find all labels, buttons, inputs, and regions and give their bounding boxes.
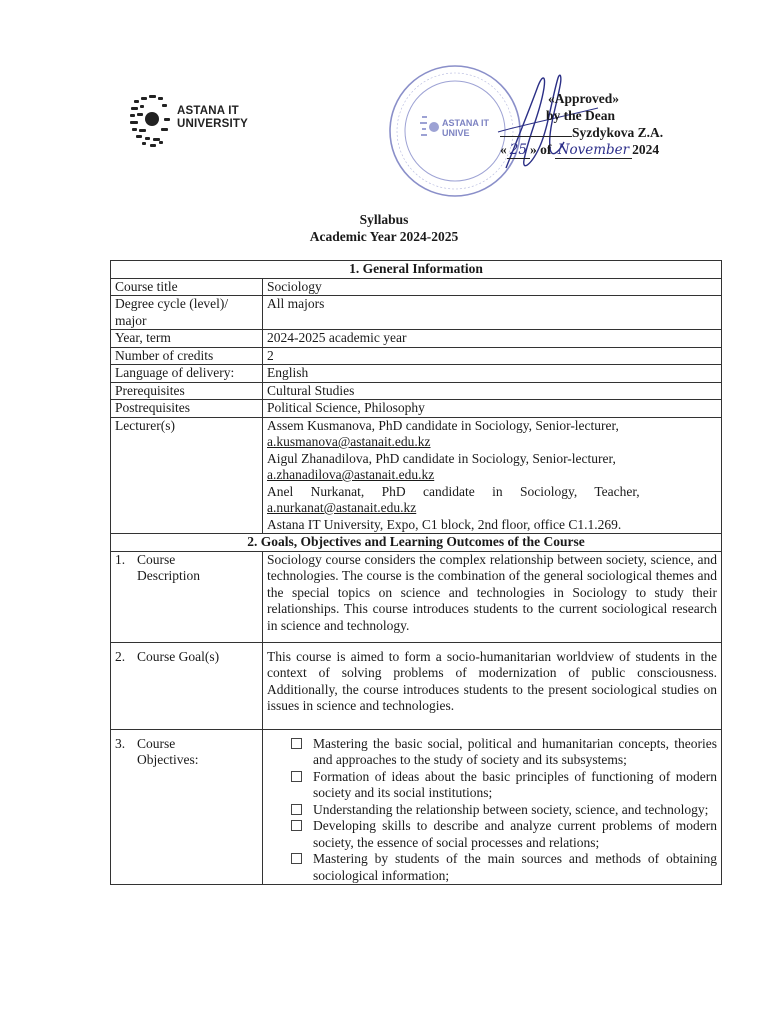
table-row	[111, 400, 722, 418]
row-label: Postrequisites	[111, 400, 263, 418]
list-item	[313, 818, 717, 851]
description-row	[111, 551, 722, 642]
checkbox-icon	[291, 804, 302, 815]
university-logo	[128, 88, 258, 150]
row-value: Cultural Studies	[263, 382, 722, 400]
approval-day: 25	[507, 142, 530, 159]
objective-text: Developing skills to describe and analyze current problems of modern society, the essence of social processes and relations;	[313, 818, 717, 850]
checkbox-icon	[291, 771, 302, 782]
item-number: 3.	[115, 735, 126, 751]
lecturers-row	[111, 417, 722, 534]
row-value: Sociology	[263, 278, 722, 296]
table-row	[111, 347, 722, 365]
astana-it-logo-icon	[128, 88, 178, 150]
table-row	[111, 296, 722, 330]
section-2-heading: 2. Goals, Objectives and Learning Outcomes of the Course	[111, 534, 722, 552]
row-value: Political Science, Philosophy	[263, 400, 722, 418]
table-row	[111, 382, 722, 400]
row-value: 2024-2025 academic year	[263, 330, 722, 348]
row-label: Degree cycle (level)/ major	[111, 296, 263, 330]
lecturer-1: Assem Kusmanova, PhD candidate in Sociology, Senior-lecturer,	[267, 417, 619, 433]
item-number: 1.	[115, 551, 126, 567]
objectives-label: Course Objectives:	[137, 735, 199, 767]
logo-line-1: ASTANA IT	[177, 105, 239, 117]
goal-row	[111, 642, 722, 729]
document-title: Syllabus	[359, 212, 409, 227]
section-1-heading: 1. General Information	[111, 261, 722, 279]
objective-text: Formation of ideas about the basic principles of functioning of modern society and its social institutions;	[313, 768, 717, 800]
objectives-list	[287, 736, 717, 885]
dean-name-line	[500, 124, 663, 141]
section-heading-row	[111, 534, 722, 552]
checkbox-icon	[291, 853, 302, 864]
lecturer-3: Anel Nurkanat, PhD candidate in Sociology, Teacher,	[267, 483, 640, 499]
course-goal: This course is aimed to form a socio-humanitarian worldview of students in the context of solving problems of modernization of public consciousness. Additionally, the course introduces students to the present sociological studies on issues in science and technologies.	[263, 642, 722, 729]
list-item	[313, 736, 717, 769]
logo-line-2: UNIVERSITY	[177, 118, 249, 130]
description-label-cell	[111, 551, 263, 642]
table-row	[111, 330, 722, 348]
list-item	[313, 851, 717, 884]
approved-by-label: by the Dean	[546, 108, 616, 123]
signature-line	[500, 124, 572, 137]
row-label: Number of credits	[111, 347, 263, 365]
table-row	[111, 365, 722, 383]
objectives-cell	[263, 729, 722, 885]
logo-wordmark	[177, 105, 248, 131]
lecturer-1-email[interactable]: a.kusmanova@astanait.edu.kz	[267, 434, 431, 449]
list-item	[313, 802, 717, 819]
svg-text:UNIVE: UNIVE	[442, 128, 470, 138]
approved-label: «Approved»	[548, 91, 620, 106]
description-label: Course Description	[137, 551, 200, 583]
lecturer-2: Aigul Zhanadilova, PhD candidate in Sociology, Senior-lecturer,	[267, 450, 616, 466]
lecturer-3-email[interactable]: a.nurkanat@astanait.edu.kz	[267, 500, 417, 515]
table-row	[111, 278, 722, 296]
item-number: 2.	[115, 648, 126, 664]
checkbox-icon	[291, 820, 302, 831]
approval-month: November	[555, 142, 632, 159]
row-value: 2	[263, 347, 722, 365]
objectives-label-cell	[111, 729, 263, 885]
objective-text: Mastering by students of the main sources and methods of obtaining sociological information;	[313, 851, 717, 883]
date-of: » of	[529, 142, 552, 157]
row-value: English	[263, 365, 722, 383]
objective-text: Understanding the relationship between society, science, and technology;	[313, 801, 709, 817]
lecturers-label: Lecturer(s)	[111, 417, 263, 534]
goal-label-cell	[111, 642, 263, 729]
section-heading-row	[111, 261, 722, 279]
date-open-quote: «	[500, 142, 507, 157]
objective-text: Mastering the basic social, political and humanitarian concepts, theories and approaches to the study of society and its subsystems;	[313, 735, 717, 767]
row-label: Year, term	[111, 330, 263, 348]
office-address: Astana IT University, Expo, C1 block, 2nd floor, office C1.1.269.	[267, 516, 622, 532]
approval-year: 2024	[632, 142, 660, 157]
lecturer-2-email[interactable]: a.zhanadilova@astanait.edu.kz	[267, 467, 435, 482]
document-subtitle: Academic Year 2024-2025	[309, 229, 459, 244]
course-description: Sociology course considers the complex relationship between society, science, and technologies. The course is the combination of the general sociological themes and the special topics on science and technologies in Sociology to study their relationships. This course introduces students to the current sociological research in science and technology.	[263, 551, 722, 642]
dean-name: Syzdykova Z.A.	[572, 125, 664, 140]
syllabus-table	[110, 260, 722, 885]
approval-date	[500, 141, 659, 159]
list-item	[313, 769, 717, 802]
objectives-row	[111, 729, 722, 885]
svg-text:ASTANA IT: ASTANA IT	[442, 118, 489, 128]
row-value: All majors	[263, 296, 722, 330]
row-label: Language of delivery:	[111, 365, 263, 383]
lecturers-value	[263, 417, 722, 534]
checkbox-icon	[291, 738, 302, 749]
row-label: Prerequisites	[111, 382, 263, 400]
goal-label: Course Goal(s)	[137, 648, 220, 664]
row-label: Course title	[111, 278, 263, 296]
